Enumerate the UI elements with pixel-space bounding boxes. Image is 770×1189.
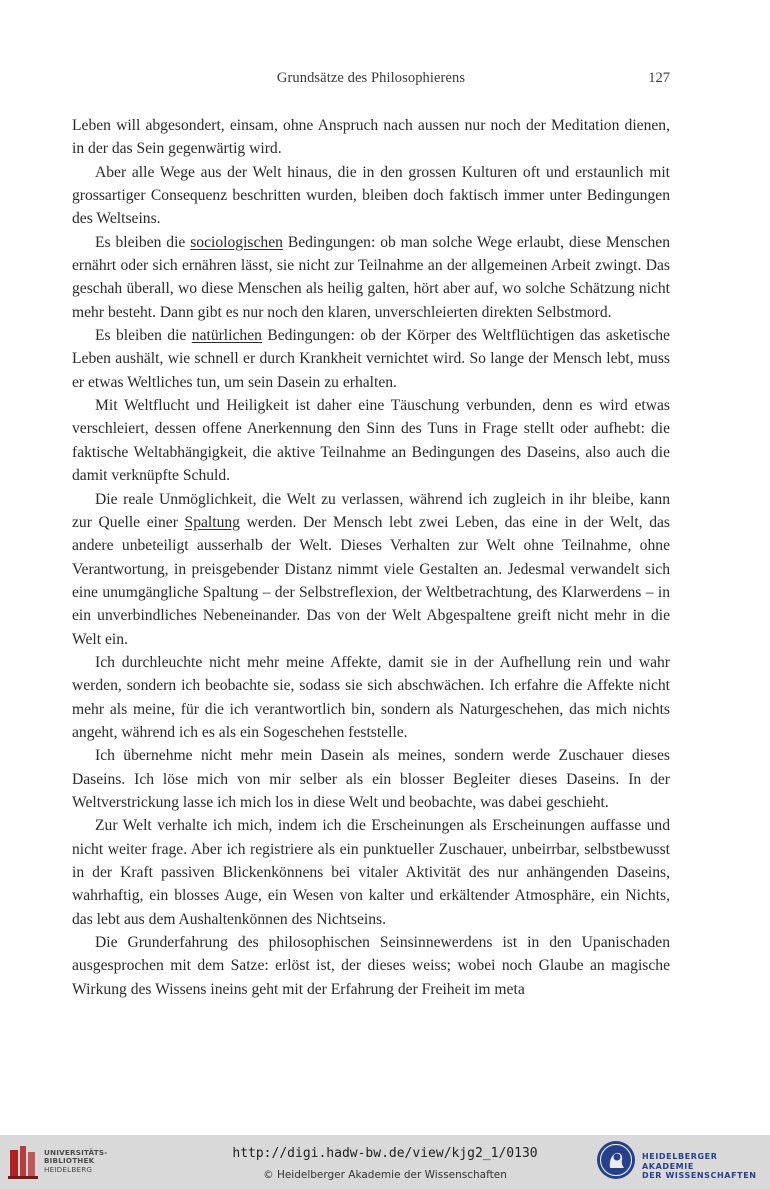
- ub-name-line-2: BIBLIOTHEK: [44, 1156, 95, 1166]
- copyright-notice: © Heidelberger Akademie der Wissenschaften: [263, 1169, 507, 1181]
- academy-name[interactable]: [642, 1152, 770, 1181]
- permalink-url[interactable]: http://digi.hadw-bw.de/view/kjg2_1/0130: [232, 1146, 538, 1161]
- paragraph-6-start: Die reale Unmöglichkeit, die Welt zu verlassen, während ich zugleich in ihr bleibe, kann zur Quelle einer: [72, 490, 670, 531]
- page-number: 127: [648, 70, 670, 86]
- academy-seal-icon[interactable]: [596, 1140, 636, 1180]
- paragraph-4-rest: Bedingungen: ob der Körper des Weltflüchtigen das asketische Leben aushält, wie schnell er durch Krankheit vernichtet wird. So lange der Mensch lebt, muss er etwas Weltliches tun, um sein Dasein zu erhalten.: [72, 327, 670, 391]
- underlined-term-natuerlichen: natürlichen: [191, 327, 262, 345]
- paragraph-3-start: Es bleiben die: [95, 233, 191, 251]
- paragraph-6-rest: werden. Der Mensch lebt zwei Leben, das eine in der Welt, das andere unbeteiligt ausserhalb der Welt. Dieses Verhalten zur Welt ohne Teilnahme, ohne Verantwortung, in preisgebender Distanz nimmt viele Gestalten an. Jedesmal verwandelt sich eine unumgängliche Spaltung – der Selbstreflexion, der Weltbetrachtung, des Klarwerdens – in ein unverbindliches Nebeneinander. Das von der Welt Abgespaltene greift nicht mehr in die Welt ein.: [72, 513, 670, 648]
- paragraph-3-rest: Bedingungen: ob man solche Wege erlaubt, diese Menschen ernährt oder sich ernähren lässt, sie nicht zur Teilnahme an der allgemeinen Arbeit zwingt. Das geschah überall, wo diese Menschen als heilig galten, hört aber auf, wo solche Schätzung nicht mehr besteht. Dann gibt es nur noch den klaren, unverschleierten direkten Selbstmord.: [72, 233, 670, 321]
- paragraph-3: [72, 231, 670, 324]
- paragraph-8: Ich übernehme nicht mehr mein Dasein als meines, sondern werde Zuschauer dieses Daseins. Ich löse mich von mir selber als ein blosser Begleiter dieses Daseins. In der Weltverstrickung lasse ich mich los in diese Welt und beobachte, was dabei geschieht.: [72, 747, 670, 811]
- running-head: [72, 70, 670, 92]
- paragraph-10: Die Grunderfahrung des philosophischen Seinsinnewerdens ist in den Upanischaden ausgesprochen mit dem Satze: erlöst ist, der dieses weiss; wobei noch Glaube an magische Wirkung des Wissens ineins geht mit der Erfahrung der Freiheit im meta: [72, 934, 670, 998]
- viewer-footer: [0, 1135, 770, 1189]
- underlined-term-spaltung: Spaltung: [184, 513, 240, 531]
- academy-name-line-1: HEIDELBERGER AKADEMIE: [642, 1152, 718, 1171]
- paragraph-9: Zur Welt verhalte ich mich, indem ich die Erscheinungen als Erscheinungen auffasse und nicht weiter frage. Aber ich registriere als ein punktueller Zuschauer, unbeirrbar, selbstbewusst in der Kraft passiven Blickenkönnens bei vitaler Aktivität des nur anhängenden Daseins, wahrhaftig, ein blosses Auge, ein Wesen von kalter und erkältender Atmosphäre, ein Nichts, das lebt aus dem Aushaltenkönnen des Nichtseins.: [72, 817, 670, 928]
- paragraph-4-start: Es bleiben die: [95, 327, 192, 345]
- body-text: [72, 114, 670, 1001]
- paragraph-1: Leben will abgesondert, einsam, ohne Anspruch nach aussen nur noch der Meditation dienen, in der das Sein gegenwärtig wird.: [72, 117, 670, 158]
- running-head-title: Grundsätze des Philosophierens: [276, 70, 466, 86]
- paragraph-4: [72, 324, 670, 394]
- paragraph-6: [72, 488, 670, 651]
- paragraph-5: Mit Weltflucht und Heiligkeit ist daher eine Täuschung verbunden, denn es wird etwas verschleiert, dessen offene Anerkennung den Sinn des Tuns in Frage stellt oder aufhebt: die faktische Weltabhängigkeit, die aktive Teilnahme an Bedingungen des Daseins, also auch die damit verknüpfte Schuld.: [72, 397, 670, 485]
- paragraph-7: Ich durchleuchte nicht mehr meine Affekte, damit sie in der Aufhellung rein und wahr werden, sondern ich beobachte sie, sodass sie sich abschwächen. Ich erfahre die Affekte nicht mehr als meine, für die ich verantwortlich bin, sondern als Naturgeschehen, das mich nichts angeht, während ich es als ein Sogeschehen feststelle.: [72, 653, 670, 741]
- academy-name-line-2: DER WISSENSCHAFTEN: [642, 1171, 757, 1181]
- underlined-term-sociologischen: sociologischen: [190, 233, 283, 251]
- paragraph-2: Aber alle Wege aus der Welt hinaus, die in den grossen Kulturen oft und erstaunlich mit grossartiger Consequenz beschritten wurden, bleiben doch faktisch immer unter Bedingungen des Weltseins.: [72, 163, 670, 228]
- ub-name-line-3: HEIDELBERG: [44, 1164, 93, 1174]
- ub-name-line-1: UNIVERSITÄTS-: [44, 1148, 108, 1157]
